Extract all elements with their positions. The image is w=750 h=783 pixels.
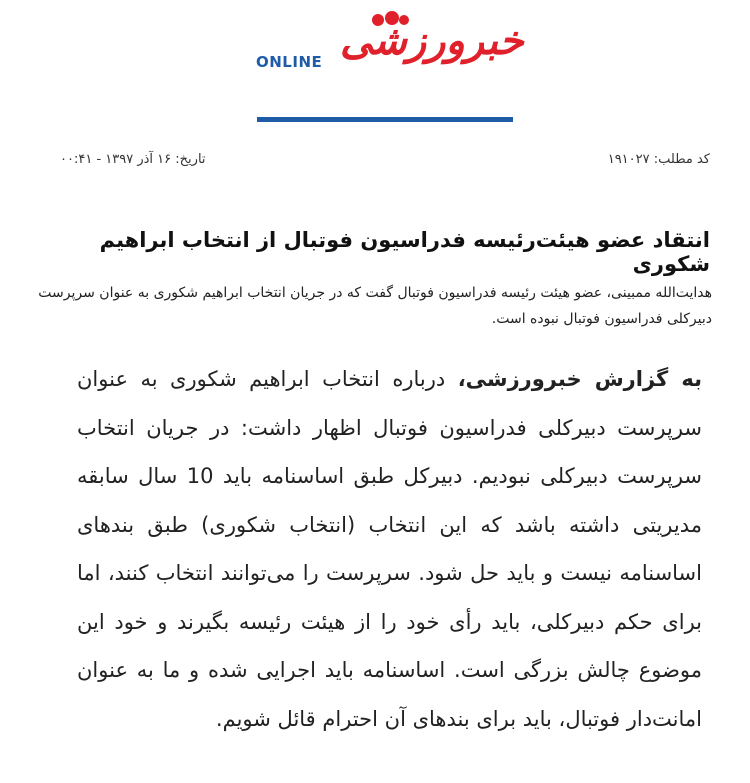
article-body [77,355,702,743]
header-divider [257,117,513,122]
article-date [60,152,206,167]
article-headline: انتقاد عضو هیئت‌رئیسه فدراسیون فوتبال از انتخاب ابراهیم شکوری [99,228,710,276]
logo-online-text: ONLINE [256,53,323,71]
article-code-value: ۱۹۱۰۲۷ [607,152,650,167]
article-lead: هدایت‌الله ممبینی، عضو هیئت رئیسه فدراسیون فوتبال گفت که در جریان انتخاب ابراهیم شکوری به عنوان سرپرست دبیرکلی فدراسیون فوتبال نبوده است. [38,285,712,327]
logo-brand-text: خبرورزشی [340,18,524,64]
article-body-text: درباره انتخاب ابراهیم شکوری به عنوان سرپرست دبیرکلی فدراسیون فوتبال اظهار داشت: در جریان انتخاب سرپرست دبیرکلی نبودیم. دبیرکل طبق اساسنامه باید 10 سال سابقه مدیریتی داشته باشد که این انتخاب (انتخاب شکوری) طبق بندهای اساسنامه نیست و باید حل شود. سرپرست را می‌توانند انتخاب کنند، اما برای حکم دبیرکلی، باید رأی خود را از هیئت رئیسه بگیرند و خود این موضوع چالش بزرگی است. اساسنامه باید اجرایی شده و ما به عنوان امانت‌دار فوتبال، باید برای بندهای آن احترام قائل شویم. [77,367,703,731]
article-date-value: ۱۶ آذر ۱۳۹۷ - ۰۰:۴۱ [60,152,172,167]
site-logo[interactable] [250,8,524,86]
article-date-label: تاریخ: [175,152,206,167]
article-code-label: کد مطلب: [653,152,710,167]
article-code [608,152,710,167]
article-meta [60,152,710,174]
article-body-source: به گزارش خبرورزشی، [457,367,702,391]
